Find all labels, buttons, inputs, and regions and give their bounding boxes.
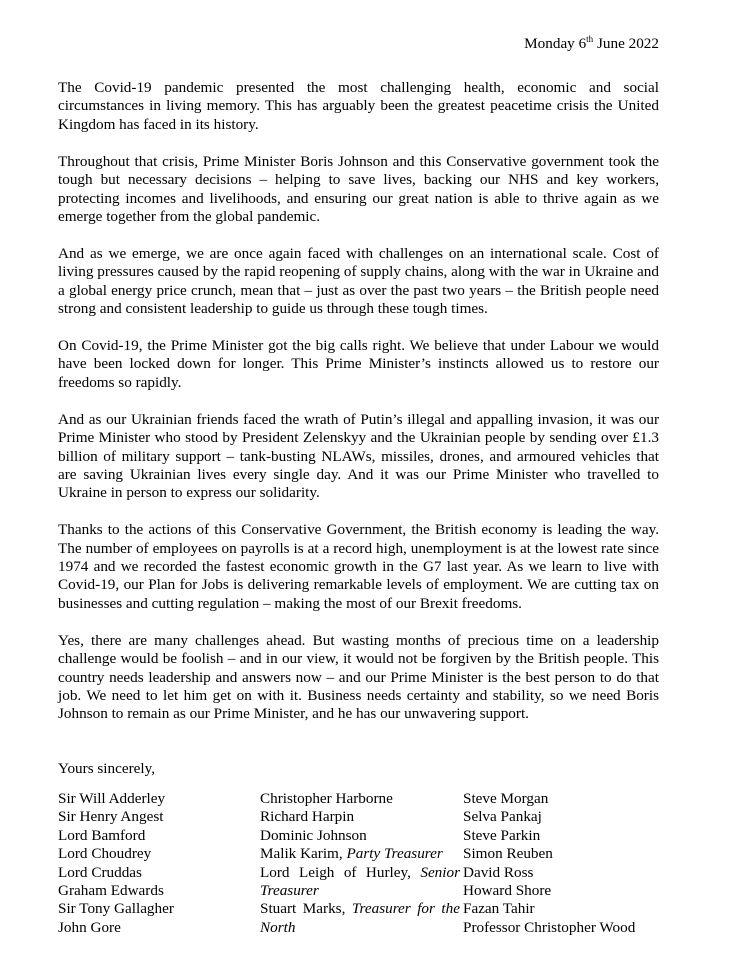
closing-salutation: Yours sincerely, [58,760,156,777]
signatory-name: Lord Cruddas [58,863,142,881]
signatory-column-1 [58,790,258,937]
paragraph-1: The Covid-19 pandemic presented the most challenging health, economic and social circumstances in living memory. This has arguably been the greatest peacetime crisis the United Kingdom has faced in its history. [58,79,659,133]
signatory-column-3 [463,790,693,937]
signatory-name: Professor Christopher Wood [463,918,636,936]
signatory-name [260,827,460,845]
signatory-title: Treasurer for the North [260,900,460,936]
signatory-name-text: Lord Leigh of Hurley, [260,863,421,881]
signatory-name [260,845,460,863]
signatory-name: Howard Shore [463,882,552,900]
signatory-name: Sir Will Adderley [58,790,166,807]
signatory-name-text: Richard Harpin [260,808,355,826]
paragraph-4: On Covid-19, the Prime Minister got the big calls right. We believe that under Labour we would have been locked down for longer. This Prime Minister’s instincts allowed us to restore our freedoms so rapidly. [58,336,659,391]
signatory-name [260,808,460,826]
signatory-name-text: Dominic Johnson [260,826,367,844]
signatory-name-text: Malik Karim, [260,845,347,863]
signatory-name [260,900,460,937]
signatory-name: Graham Edwards [58,882,164,900]
paragraph-2: Throughout that crisis, Prime Minister Boris Johnson and this Conservative government took the tough but necessary decisions – helping to save lives, backing our NHS and key workers, protecting incomes and livelihoods, and ensuring our great nation is able to thrive again as we emerge together from the global pandemic. [58,152,659,225]
signatory-name [260,864,460,901]
paragraph-5: And as our Ukrainian friends faced the wrath of Putin’s illegal and appalling invasion, it was our Prime Minister who stood by President Zelenskyy and the Ukrainian people by sending over £1.3 billion of military support – tank-busting NLAWs, missiles, drones, and armoured vehicles that are saving Ukrainian lives every single day. And it was our Prime Minister who travelled to Ukraine in person to express our solidarity. [58,410,659,502]
signatory-name: Sir Tony Gallagher [58,900,174,918]
date-day: Monday 6 [524,35,587,53]
paragraph-7: Yes, there are many challenges ahead. But wasting months of precious time on a leadership challenge would be foolish – and in our view, it would not be forgiven by the British people. This country needs leadership and answers now – and our Prime Minister is the best person to do that job. We need to let him get on with it. Business needs certainty and stability, so we need Boris Johnson to remain as our Prime Minister, and he has our unwavering support. [58,631,659,723]
signatory-name: David Ross [463,863,534,881]
date-month-year: June 2022 [593,35,659,53]
signatory-title: Party Treasurer [346,845,443,863]
signatory-name-text: Christopher Harborne [260,790,393,807]
signatory-name: John Gore [58,918,121,936]
letter-body [58,79,659,742]
letter-date [524,30,659,53]
paragraph-3: And as we emerge, we are once again faced with challenges on an international scale. Cost of living pressures caused by the rapid reopening of supply chains, along with the war in Ukraine and a global energy price crunch, mean that – just as over the past two years – the British people need strong and consistent leadership to guide us through these tough times. [58,244,659,318]
signatory-name: Steve Morgan [463,790,549,807]
signatory-name: Fazan Tahir [463,900,535,918]
signatory-name: Selva Pankaj [463,808,542,826]
signatory-name: Lord Bamford [58,826,146,844]
signatory-name-text: Stuart Marks, [260,900,352,918]
signatory-column-2 [260,790,460,937]
signatory-name: Sir Henry Angest [58,808,164,826]
signatory-name [260,790,460,808]
signatory-title: Senior Treasurer [260,863,460,900]
date-ordinal: th [586,34,594,44]
signatory-name: Lord Choudrey [58,845,152,863]
signatory-name: Steve Parkin [463,826,541,844]
paragraph-6: Thanks to the actions of this Conservative Government, the British economy is leading the way. The number of employees on payrolls is at a record high, unemployment is at the lowest rate since 1974 and we recorded the fastest economic growth in the G7 last year. As we learn to live with Covid-19, our Plan for Jobs is delivering remarkable levels of employment. We are cutting tax on businesses and cutting regulation – making the most of our Brexit freedoms. [58,521,659,612]
signatory-name: Simon Reuben [463,845,553,863]
